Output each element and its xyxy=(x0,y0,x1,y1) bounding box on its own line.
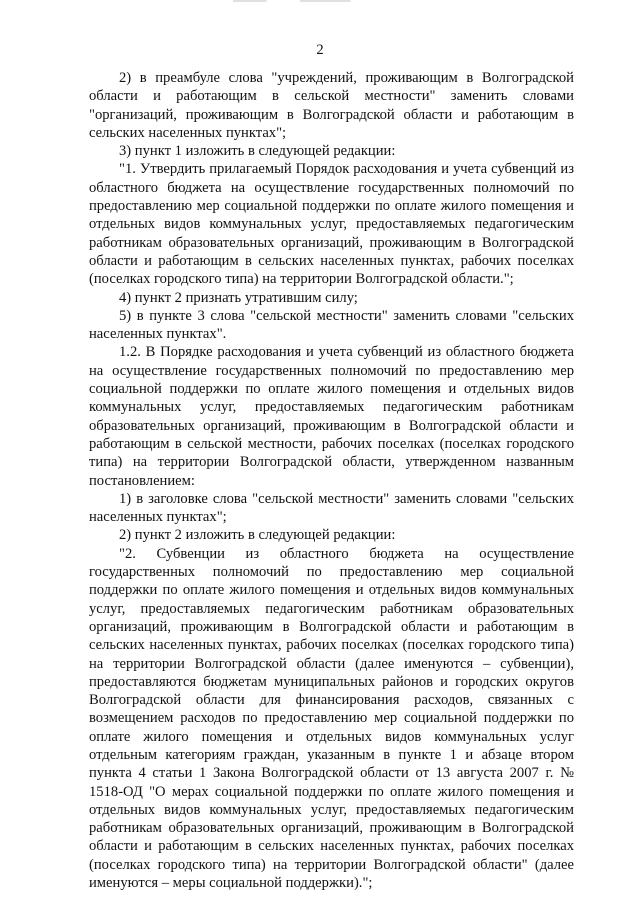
document-body xyxy=(89,69,574,892)
paragraph-point-5: 5) в пункте 3 слова "сельской местности" заменить словами "сельских населенных пунктах". xyxy=(89,307,574,343)
paragraph-point-3-intro: 3) пункт 1 изложить в следующей редакции: xyxy=(119,143,396,160)
paragraph-preamble-amendment: 2) в преамбуле слова "учреждений, проживающим в Волгоградской области и работающим в сельской местности" заменить словами "организаций, проживающим в Волгоградской области и работающим в сельских населенных пунктах"; xyxy=(89,70,574,141)
paragraph-new-point-1: "1. Утвердить прилагаемый Порядок расходования и учета субвенций из областного бюджета на осуществление государственных полномочий по предоставлению мер социальной поддержки по оплате жилого помещения и отдельных видов коммунальных услуг, предоставляемых педагогическим работникам образовательных организаций, проживающим в Волгоградской области и работающим в сельских населенных пунктах, рабочих поселках (поселках городского типа) на территории Волгоградской области."; xyxy=(89,161,574,288)
paragraph-title-amendment: 1) в заголовке слова "сельской местности" заменить словами "сельских населенных пунктах"; xyxy=(89,490,574,526)
paragraph-new-point-2: "2. Субвенции из областного бюджета на осуществление государственных полномочий по предоставлению мер социальной поддержки по оплате жилого помещения и отдельных видов коммунальных услуг, предоставляемых педагогическим работникам образовательных организаций, проживающим в Волгоградской области и работающим в сельских населенных пунктах, рабочих поселках (поселках городского типа) на территории Волгоградской области (далее именуются – субвенции), предоставляются бюджетам муниципальных районов и городских округов Волгоградской области для финансирования расходов, связанных с возмещением расходов по предоставлению мер социальной поддержки по оплате жилого помещения и отдельных видов коммунальных услуг отдельным категориям граждан, указанным в пункте 1 и абзаце втором пункта 4 статьи 1 Закона Волгоградской области от 13 августа 2007 г. № 1518-ОД "О мерах социальной поддержки по оплате жилого помещения и отдельных видов коммунальных услуг, предоставляемых педагогическим работникам образовательных организаций, проживающим в Волгоградской области и работающим в сельских населенных пунктах, рабочих поселках (поселках городского типа) на территории Волгоградской области" (далее именуются – меры социальной поддержки)."; xyxy=(89,545,574,892)
scan-edge-mark xyxy=(233,0,401,2)
paragraph-section-1-2: 1.2. В Порядке расходования и учета субвенций из областного бюджета на осуществление государственных полномочий по предоставлению мер социальной поддержки по оплате жилого помещения и отдельных видов коммунальных услуг, предоставляемых педагогическим работникам образовательных организаций, проживающим в Волгоградской области и работающим в сельской местности, рабочих поселках (поселках городского типа) на территории Волгоградской области, утвержденном названным постановлением: xyxy=(89,344,574,489)
paragraph-point-2-intro: 2) пункт 2 изложить в следующей редакции: xyxy=(119,527,396,544)
page-number: 2 xyxy=(316,42,324,58)
paragraph-point-4: 4) пункт 2 признать утратившим силу; xyxy=(119,289,358,306)
